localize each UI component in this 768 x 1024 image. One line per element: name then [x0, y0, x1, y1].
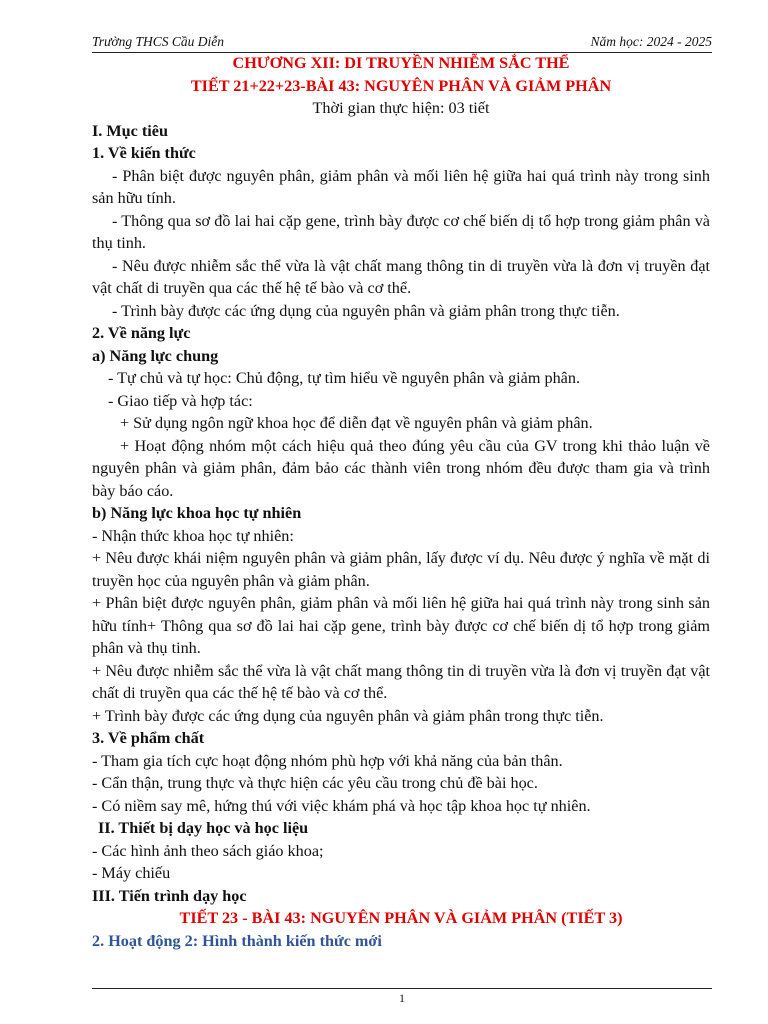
science-competency-item: + Nêu được nhiễm sắc thể vừa là vật chất mang thông tin di truyền vừa là đơn vị truyền đạt vật chất di truyền qua các thế hệ tế bào và cơ thể.: [92, 661, 710, 702]
school-year: Năm học: 2024 - 2025: [590, 34, 712, 49]
period-title: TIẾT 23 - BÀI 43: NGUYÊN PHÂN VÀ GIẢM PHÂN (TIẾT 3): [179, 909, 623, 927]
duration-text: Thời gian thực hiện: 03 tiết: [312, 99, 490, 117]
science-competency-item: - Nhận thức khoa học tự nhiên:: [92, 526, 294, 545]
lesson-title: TIẾT 21+22+23-BÀI 43: NGUYÊN PHÂN VÀ GIẢM PHÂN: [190, 76, 612, 95]
school-name: Trường THCS Cầu Diễn: [92, 34, 224, 49]
equipment-item: - Các hình ảnh theo sách giáo khoa;: [92, 841, 324, 860]
knowledge-item: - Nêu được nhiễm sắc thể vừa là vật chất mang thông tin di truyền vừa là đơn vị truyền đạt vật chất di truyền qua các thế hệ tế bào và cơ thể.: [92, 256, 710, 297]
heading-muc-tieu: I. Mục tiêu: [92, 121, 168, 140]
science-competency-item: + Nêu được khái niệm nguyên phân và giảm phân, lấy được ví dụ. Nêu được ý nghĩa về mặt di truyền học của nguyên phân và giảm phân.: [92, 549, 710, 590]
heading-pham-chat: 3. Về phẩm chất: [92, 729, 205, 747]
heading-thiet-bi: II. Thiết bị dạy học và học liệu: [98, 819, 309, 837]
footer-divider: [92, 988, 712, 989]
knowledge-item: - Thông qua sơ đồ lai hai cặp gene, trình bày được cơ chế biến dị tổ hợp trong giảm phân và thụ tinh.: [92, 211, 710, 252]
quality-item: - Tham gia tích cực hoạt động nhóm phù hợp với khả năng của bản thân.: [92, 751, 563, 770]
knowledge-item: - Phân biệt được nguyên phân, giảm phân và mối liên hệ giữa hai quá trình này trong sinh sản hữu tính.: [92, 166, 710, 207]
quality-item: - Cẩn thận, trung thực và thực hiện các yêu cầu trong chủ đề bài học.: [92, 774, 538, 792]
competency-item: - Tự chủ và tự học: Chủ động, tự tìm hiểu về nguyên phân và giảm phân.: [108, 369, 580, 387]
document-page: [92, 0, 712, 1024]
heading-nang-luc-chung: a) Năng lực chung: [92, 346, 219, 365]
quality-item: - Có niềm say mê, hứng thú với việc khám phá và học tập khoa học tự nhiên.: [92, 796, 591, 815]
competency-item: + Sử dụng ngôn ngữ khoa học để diễn đạt về nguyên phân và giảm phân.: [120, 414, 593, 432]
heading-tien-trinh: III. Tiến trình dạy học: [92, 886, 247, 905]
competency-item: - Giao tiếp và hợp tác:: [108, 391, 253, 410]
page-header: [92, 34, 712, 53]
science-competency-item: + Phân biệt được nguyên phân, giảm phân và mối liên hệ giữa hai quá trình này trong sinh sản hữu tính+ Thông qua sơ đồ lai hai cặp gene, trình bày được cơ chế biến dị tổ hợp trong giảm phân và thụ tinh.: [92, 594, 710, 657]
heading-nang-luc: 2. Về năng lực: [92, 324, 191, 342]
heading-kien-thuc: 1. Về kiến thức: [92, 144, 196, 162]
heading-nang-luc-khtn: b) Năng lực khoa học tự nhiên: [92, 504, 302, 522]
competency-item: + Hoạt động nhóm một cách hiệu quả theo đúng yêu cầu của GV trong khi thảo luận về nguyên phân và giảm phân, đảm bảo các thành viên trong nhóm đều được tham gia và trình bày báo cáo.: [92, 436, 710, 500]
knowledge-item: - Trình bày được các ứng dụng của nguyên phân và giảm phân trong thực tiễn.: [112, 301, 620, 320]
equipment-item: - Máy chiếu: [92, 864, 171, 882]
chapter-title: CHƯƠNG XII: DI TRUYỀN NHIỄM SẮC THỂ: [232, 54, 570, 72]
activity-heading: 2. Hoạt động 2: Hình thành kiến thức mới: [92, 931, 382, 950]
document-body: [92, 52, 710, 952]
page-number: 1: [399, 991, 405, 1005]
science-competency-item: + Trình bày được các ứng dụng của nguyên phân và giảm phân trong thực tiễn.: [92, 706, 604, 725]
